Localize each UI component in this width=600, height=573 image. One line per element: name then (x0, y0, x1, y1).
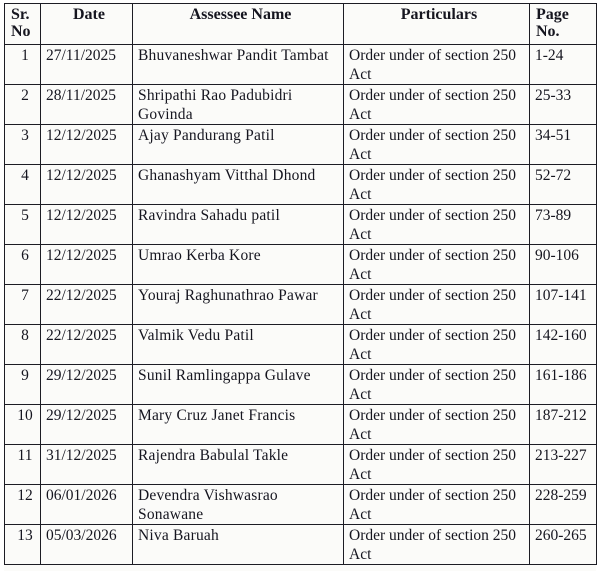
cell-page-no: 161-186 (530, 365, 597, 405)
table-row (5, 165, 597, 205)
cell-particulars: Order under of section 250 Act (344, 365, 530, 405)
order-index-table (4, 3, 597, 565)
cell-page-no: 1-24 (530, 45, 597, 85)
cell-date: 31/12/2025 (41, 445, 133, 485)
cell-particulars: Order under of section 250 Act (344, 405, 530, 445)
cell-assessee-name: Bhuvaneshwar Pandit Tambat (133, 45, 344, 85)
table-row (5, 45, 597, 85)
cell-page-no: 107-141 (530, 285, 597, 325)
header-assessee-name: Assessee Name (133, 4, 344, 45)
cell-assessee-name: Youraj Raghunathrao Pawar (133, 285, 344, 325)
cell-particulars: Order under of section 250 Act (344, 85, 530, 125)
cell-particulars: Order under of section 250 Act (344, 285, 530, 325)
cell-date: 06/01/2026 (41, 485, 133, 525)
cell-particulars: Order under of section 250 Act (344, 165, 530, 205)
cell-sr-no: 9 (5, 365, 41, 405)
cell-assessee-name: Ajay Pandurang Patil (133, 125, 344, 165)
cell-particulars: Order under of section 250 Act (344, 485, 530, 525)
cell-assessee-name: Devendra Vishwasrao Sonawane (133, 485, 344, 525)
cell-date: 12/12/2025 (41, 205, 133, 245)
cell-assessee-name: Shripathi Rao Padubidri Govinda (133, 85, 344, 125)
cell-page-no: 260-265 (530, 525, 597, 565)
cell-page-no: 25-33 (530, 85, 597, 125)
cell-assessee-name: Ghanashyam Vitthal Dhond (133, 165, 344, 205)
cell-sr-no: 3 (5, 125, 41, 165)
cell-page-no: 142-160 (530, 325, 597, 365)
cell-sr-no: 11 (5, 445, 41, 485)
cell-particulars: Order under of section 250 Act (344, 45, 530, 85)
table-row (5, 365, 597, 405)
cell-assessee-name: Sunil Ramlingappa Gulave (133, 365, 344, 405)
cell-sr-no: 10 (5, 405, 41, 445)
cell-sr-no: 2 (5, 85, 41, 125)
cell-date: 22/12/2025 (41, 325, 133, 365)
cell-assessee-name: Mary Cruz Janet Francis (133, 405, 344, 445)
cell-page-no: 73-89 (530, 205, 597, 245)
cell-date: 28/11/2025 (41, 85, 133, 125)
cell-assessee-name: Niva Baruah (133, 525, 344, 565)
cell-particulars: Order under of section 250 Act (344, 525, 530, 565)
table-body (5, 45, 597, 565)
cell-page-no: 187-212 (530, 405, 597, 445)
cell-particulars: Order under of section 250 Act (344, 125, 530, 165)
table-row (5, 285, 597, 325)
cell-date: 12/12/2025 (41, 165, 133, 205)
header-particulars: Particulars (344, 4, 530, 45)
table-row (5, 205, 597, 245)
cell-assessee-name: Rajendra Babulal Takle (133, 445, 344, 485)
index-sheet (4, 3, 596, 571)
table-row (5, 125, 597, 165)
table-row (5, 485, 597, 525)
cell-page-no: 34-51 (530, 125, 597, 165)
cell-sr-no: 12 (5, 485, 41, 525)
cell-assessee-name: Umrao Kerba Kore (133, 245, 344, 285)
cell-page-no: 213-227 (530, 445, 597, 485)
cell-assessee-name: Ravindra Sahadu patil (133, 205, 344, 245)
cell-sr-no: 6 (5, 245, 41, 285)
cell-date: 12/12/2025 (41, 245, 133, 285)
table-row (5, 325, 597, 365)
cell-sr-no: 4 (5, 165, 41, 205)
cell-date: 12/12/2025 (41, 125, 133, 165)
table-row (5, 525, 597, 565)
table-row (5, 445, 597, 485)
cell-date: 29/12/2025 (41, 405, 133, 445)
table-row (5, 85, 597, 125)
cell-sr-no: 1 (5, 45, 41, 85)
cell-page-no: 228-259 (530, 485, 597, 525)
table-row (5, 245, 597, 285)
header-row (5, 4, 597, 45)
cell-particulars: Order under of section 250 Act (344, 445, 530, 485)
cell-particulars: Order under of section 250 Act (344, 245, 530, 285)
cell-page-no: 52-72 (530, 165, 597, 205)
header-date: Date (41, 4, 133, 45)
cell-assessee-name: Valmik Vedu Patil (133, 325, 344, 365)
cell-date: 22/12/2025 (41, 285, 133, 325)
cell-date: 29/12/2025 (41, 365, 133, 405)
cell-date: 05/03/2026 (41, 525, 133, 565)
cell-sr-no: 13 (5, 525, 41, 565)
cell-particulars: Order under of section 250 Act (344, 325, 530, 365)
cell-page-no: 90-106 (530, 245, 597, 285)
table-row (5, 405, 597, 445)
cell-date: 27/11/2025 (41, 45, 133, 85)
cell-sr-no: 8 (5, 325, 41, 365)
cell-sr-no: 7 (5, 285, 41, 325)
header-page-no: Page No. (530, 4, 597, 45)
header-sr-no: Sr. No (5, 4, 41, 45)
cell-particulars: Order under of section 250 Act (344, 205, 530, 245)
cell-sr-no: 5 (5, 205, 41, 245)
